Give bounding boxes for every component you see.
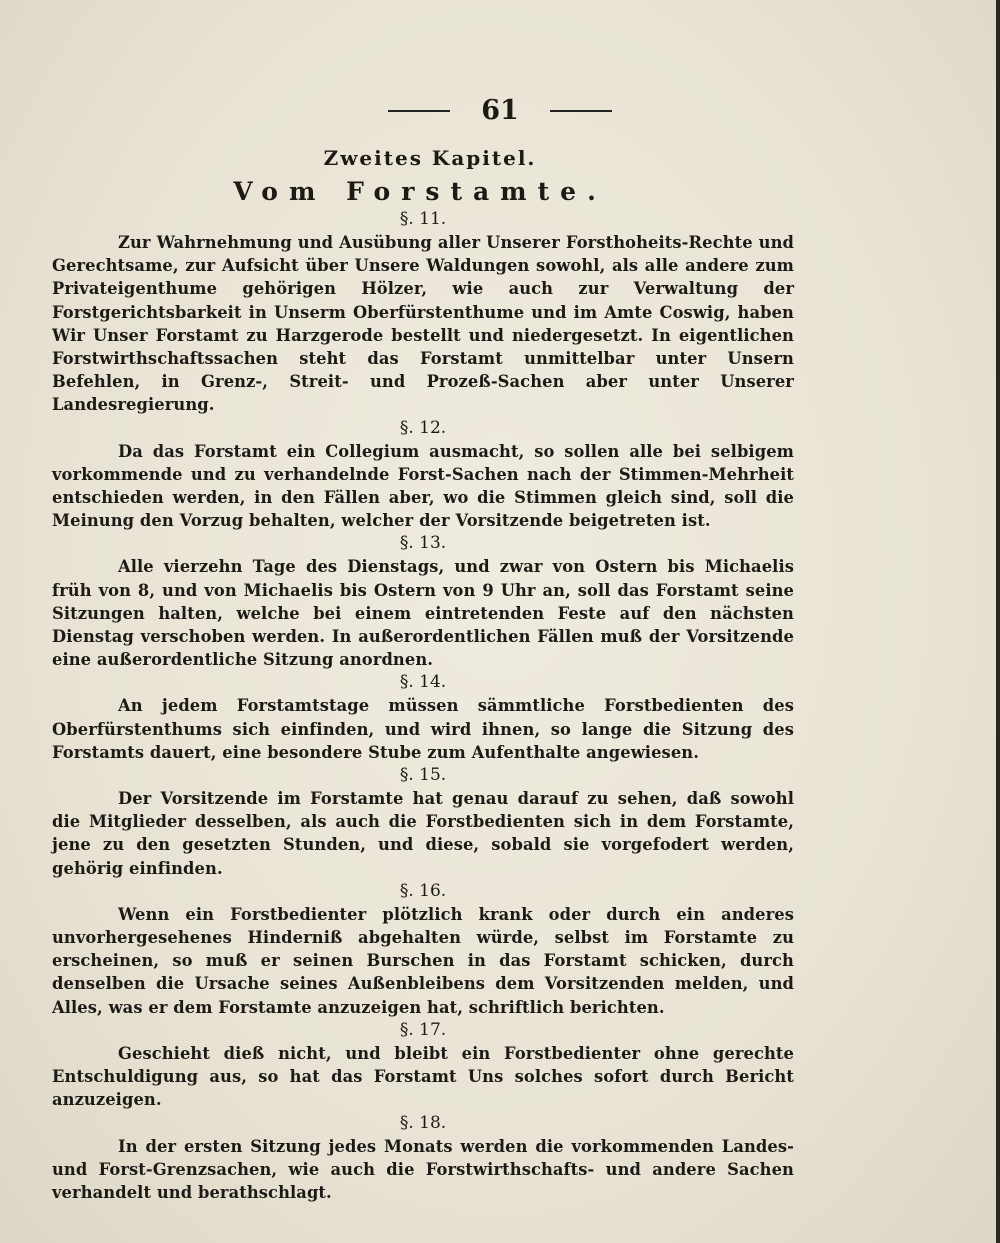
section-mark: §. 16. (399, 880, 447, 901)
section-mark: §. 15. (399, 765, 447, 786)
section-mark: §. 17. (399, 1019, 447, 1040)
header-rule-right (550, 110, 612, 112)
section-text: Wenn ein Forstbedienter plötzlich krank oder durch ein anderes unvorhergesehenes Hinderniß abgehalten würde, selbst im Forstamte zu erscheinen, so muß er seinen Burschen in das Forstamt schicken, durch denselben die Ursache seines Außenbleibens dem Vorsitzenden melden, und Alles, was er dem Forstamte anzuzeigen hat, schriftlich berichten. (52, 904, 794, 1017)
section-text: Der Vorsitzende im Forstamte hat genau darauf zu sehen, daß sowohl die Mitglieder desselben, als auch die Forstbedienten sich in dem Forstamte, jene zu den gesetzten Stunden, und diese, sobald sie vorgefodert werden, gehörig einfinden. (52, 789, 794, 878)
section-text: Zur Wahrnehmung und Ausübung aller Unserer Forsthoheits-Rechte und Gerechtsame, zur Aufsicht über Unsere Waldungen sowohl, als alle andere zum Privateigenthume gehörigen Hölzer, wie auch zur Verwaltung der Forstgerichtsbarkeit in Unserm Oberfürstenthume und im Amte Coswig, haben Wir Unser Forstamt zu Harzgerode bestellt und niedergesetzt. In eigentlichen Forstwirthschaftssachen steht das Forstamt unmittelbar unter Unsern Befehlen, in Grenz-, Streit- und Prozeß-Sachen aber unter Unserer Landesregierung. (52, 233, 794, 415)
section-text: In der ersten Sitzung jedes Monats werden die vorkommenden Landes- und Forst-Grenzsachen, wie auch die Forstwirthschafts- und andere Sachen verhandelt und berathschlagt. (52, 1136, 794, 1202)
section-mark: §. 12. (399, 417, 447, 438)
section-text: Geschieht dieß nicht, und bleibt ein Forstbedienter ohne gerechte Entschuldigung aus, so hat das Forstamt Uns solches sofort durch Bericht anzuzeigen. (52, 1043, 794, 1110)
section-18 (52, 1112, 794, 1205)
section-mark: §. 14. (399, 672, 447, 693)
section-15 (52, 764, 794, 880)
section-text: Alle vierzehn Tage des Dienstags, und zwar von Ostern bis Michaelis früh von 8, und von Michaelis bis Ostern von 9 Uhr an, soll das Forstamt seine Sitzungen halten, welche bei einem eintretenden Feste auf den nächsten Dienstag verschoben werden. In außerordentlichen Fällen muß der Vorsitzende eine außerordentliche Sitzung anordnen. (52, 557, 794, 670)
page-number: 61 (481, 95, 519, 126)
page-header (0, 95, 1000, 126)
chapter-heading: Zweites Kapitel. (323, 146, 537, 170)
section-11 (52, 208, 794, 417)
section-text: An jedem Forstamtstage müssen sämmtliche Forstbedienten des Oberfürstenthums sich einfinden, und wird ihnen, so lange die Sitzung des Forstamts dauert, eine besondere Stube zum Aufenthalte angewiesen. (52, 696, 794, 762)
header-rule-left (388, 110, 450, 112)
section-mark: §. 18. (399, 1112, 447, 1133)
section-text: Da das Forstamt ein Collegium ausmacht, so sollen alle bei selbigem vorkommende und zu verhandelnde Forst-Sachen nach der Stimmen-Mehrheit entschieden werden, in den Fällen aber, wo die Stimmen gleich sind, soll die Meinung den Vorzug behalten, welcher der Vorsitzende beigetreten ist. (52, 441, 794, 531)
chapter-title: Vom Forstamte. (233, 177, 607, 206)
document-body (52, 208, 794, 1204)
page-edge (996, 0, 1000, 1243)
section-13 (52, 532, 794, 671)
section-17 (52, 1019, 794, 1112)
section-14 (52, 671, 794, 764)
section-12 (52, 417, 794, 533)
section-mark: §. 13. (399, 533, 447, 554)
section-mark: §. 11. (399, 209, 447, 229)
section-16 (52, 880, 794, 1019)
